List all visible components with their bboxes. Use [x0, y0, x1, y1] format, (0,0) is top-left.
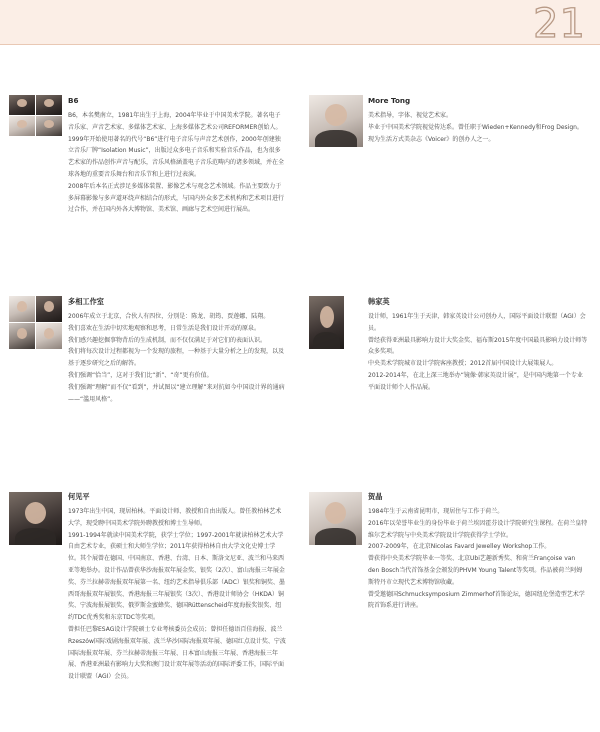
han-jiaying-portrait — [309, 296, 344, 349]
bio-name: 何见平 — [68, 492, 90, 501]
bio-paragraph: 美术指导，字体、视觉艺术家。 — [368, 112, 453, 119]
bio-name: B6 — [68, 96, 79, 105]
bio-paragraph: 曾担任巴黎ESAG设计学院硕士专业考核委员会成员；曾担任德语百佳海报、波兰Rzeszów国际戏剧海报双年展、波兰华沙国际海报双年展、德国红点设计奖、宁波国际海报双年展、芬兰拉赫蒂海报三年展、日本富山海报三年展、香港海报三年展、香港亚洲最有影响力大奖和澳门设计双年展等活动的国际评委工作，国际平面设计联盟（AGI）会员。 — [68, 625, 286, 681]
bio-entry-han-jiaying — [368, 297, 588, 394]
bio-entry-he-jianping — [68, 492, 286, 683]
bio-name: 贺晶 — [368, 492, 383, 501]
bio-paragraph: 2012-2014年，在北上深三地举办“镜像·韩家英设计展”，是中国内地第一个专业平面设计师个人作品展。 — [368, 371, 583, 391]
bio-paragraph: 我们强调“理解”而不仅“看到”，并试图以“建立理解”来对抗如今中国设计界的通病——“滥用风格”。 — [68, 383, 285, 403]
page-number: 21 — [533, 1, 586, 47]
bio-paragraph: B6，本名樊南立，1981年出生于上海，2004年毕业于中国美术学院。著名电子音乐家、声音艺术家、多媒体艺术家、上海多媒体艺术公司REFORMER创始人。 — [68, 112, 282, 131]
bio-paragraph: 2006年成立于北京，合伙人有四位，分别是：陈龙、胡筠、贾莲娜、陆翔。 — [68, 313, 270, 320]
bio-entry-more-tong — [368, 96, 588, 145]
bio-paragraph: 我们感兴趣挖掘事物背后的生成机制，而不仅仅满足于对它们的表面认识。 — [68, 336, 267, 344]
page-header-band — [0, 0, 600, 45]
bio-entry-duoxiang-studio — [68, 297, 286, 405]
bio-paragraph: 2016年以荣誉毕业生的身份毕业于荷兰埃因霍芬设计学院研究生课程。在荷兰皇特维尔艺术学院与中央美术学院设计学院获得学士学位。 — [368, 519, 588, 539]
bio-paragraph: 2008年后本名正式涉足多媒体装置、影像艺术与观念艺术领域。作品主要致力于多屏幕影像与多声道环绕声相结合的形式，与国内外众多艺术机构和艺术项目进行过合作，并在国内外各大博物馆、美术馆、画廊与艺术空间进行展出。 — [68, 182, 285, 214]
bio-paragraph: 我们强调“恰当”，这对于我们比“新”、“奇”更有价值。 — [68, 371, 213, 379]
he-jing-portrait — [309, 492, 362, 545]
bio-paragraph: 毕业于中国美术学院视觉传达系。曾任职于Wieden+Kennedy和Frog Design。现为生活方式美杂志《Voicer》的创办人之一。 — [368, 123, 583, 143]
bio-paragraph: 我们喜欢在生活中切实地观察和思考，日常生活是我们设计开动的原泉。 — [68, 324, 261, 332]
bio-entry-b6 — [68, 96, 286, 216]
more-tong-portrait — [309, 95, 363, 147]
studio-members-collage — [9, 296, 62, 349]
bio-paragraph: 中央美术学院城市设计学院客座教授；2012首届中国设计大展策展人。 — [368, 360, 558, 368]
bio-paragraph: 1984年生于云南省昆明市，现居住与工作于荷兰。 — [368, 508, 504, 515]
b6-portrait-collage — [9, 95, 62, 136]
he-jianping-portrait — [9, 492, 62, 545]
bio-paragraph: 我们将每次设计过程都视为一个发现的旅程，一种基于大量分析之上的发现，以及基于逐步研究之后的解答。 — [68, 348, 285, 368]
bio-paragraph: 2007-2009年，在北京Nicolas Favard Jewelley Workshop工作。 — [368, 543, 551, 551]
bio-paragraph: 曾受邀德国Schmucksymposium Zimmerhof首饰论坛，德国纽伦堡造型艺术学院首饰系进行讲座。 — [368, 590, 585, 610]
bio-paragraph: 曾获得中央美术学院毕业一等奖、北京Ubi艺趣新秀奖、和荷兰Françoise van den Bosch当代首饰基金会颁发的PHVM Young Talent等奖项。作品被荷兰阿姆斯特丹市立现代艺术博物馆收藏。 — [368, 555, 583, 586]
bio-paragraph: 曾经获得亚洲最具影响力设计大奖金奖、福布斯2015年度中国最具影响力设计师等众多奖项。 — [368, 336, 588, 356]
bio-name: More Tong — [368, 96, 411, 105]
bio-paragraph: 设计师，1961年生于天津，韩家英设计公司创办人，国际平面设计联盟（AGI）会员。 — [368, 313, 586, 332]
bio-name: 韩家英 — [368, 297, 390, 306]
bio-name: 多相工作室 — [68, 297, 104, 306]
bio-entry-he-jing — [368, 492, 588, 612]
bio-paragraph: 1991-1994年就读中国美术学院，获学士学位；1997-2001年就读柏林艺术大学自由艺术专业，获硕士和大师生学位；2011年获得柏林自由大学文化史博士学位。其个展曾在德国、中国南京、香港、台湾、日本、斯洛文尼亚、波兰和马来西亚等地举办。设计作品曾获华沙海报双年展金奖、银奖（2次）、富山海报三年展金奖、芬兰拉赫蒂海报双年展第一名、纽约艺术指导俱乐部（ADC）银奖和铜奖、墨西哥海报双年展银奖、香港海报三年展银奖（3次）、香港设计师协会（HKDA）铜奖、宁波海报展银奖、俄罗斯金蜜蜂奖、德国Rüttenscheid年度海报奖银奖、纽约TDC优秀奖和东京TDC等奖项。 — [68, 531, 285, 622]
bio-paragraph: 1973年出生中国，现居柏林。平面设计师、教授和自由出版人。曾任教柏林艺术大学，现受聘中国美术学院外聘教授和博士生导师。 — [68, 508, 282, 527]
bio-paragraph: 1999年开始使用著名的代号“B6”进行电子音乐与声音艺术创作，2000年创建独立音乐厂牌“Isolation Music”，出版过众多电子音乐和实验音乐作品，也为很多艺术家的作品创作声音与配乐，音乐风格涵盖电子音乐范畴内的诸多领域，并在全球各地的重要音乐舞台和音乐节和上进行过表演。 — [68, 135, 285, 178]
